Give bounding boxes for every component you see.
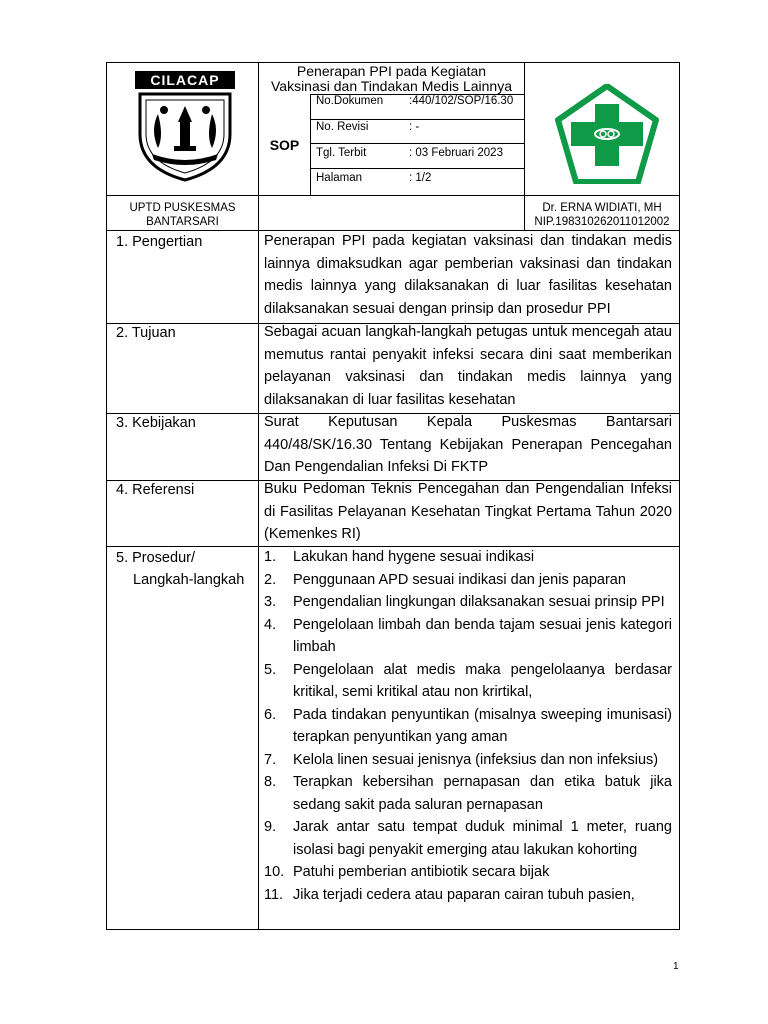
step-number: 9. [264, 819, 277, 835]
section-text-pengertian: Penerapan PPI pada kegiatan vaksinasi dan tindakan medis lainnya dimaksudkan agar pemberian vaksinasi dan tindakan medis lainnya yang dilaksanakan di luar fasilitas kesehatan dilaksanakan sesuai dengan prinsip dan prosedur PPI [264, 233, 672, 317]
section-label-pengertian: 1. Pengertian [116, 234, 203, 250]
procedure-step [264, 749, 672, 772]
step-number: 8. [264, 774, 277, 790]
cilacap-emblem [134, 70, 236, 182]
puskesmas-logo-icon [555, 84, 659, 184]
meta-revision-value: : - [409, 121, 420, 133]
step-number: 4. [264, 616, 277, 633]
section-label-prosedur [116, 547, 244, 591]
prosedur-label-line-2: Langkah-langkah [133, 572, 245, 588]
section-text-tujuan: Sebagai acuan langkah-langkah petugas untuk mencegah atau memutus rantai penyakit infeksi secara dini saat memberikan pelayanan vaksinasi dan tindakan medis lainnya yang dilaksanakan di luar fasilitas kesehatan [264, 324, 672, 408]
organization-line-2: BANTARSARI [146, 216, 219, 228]
step-number: 1. [264, 549, 277, 565]
step-number: 11. [264, 886, 284, 903]
organization-name [107, 201, 258, 229]
section-label-kebijakan: 3. Kebijakan [116, 415, 196, 431]
step-number: 5. [264, 661, 277, 678]
step-text: Lakukan hand hygene sesuai indikasi [293, 549, 535, 565]
step-text: Pada tindakan penyuntikan (misalnya sweeping imunisasi) terapkan penyuntikan yang aman [293, 706, 672, 745]
logo-text: CILACAP [150, 72, 220, 88]
step-text: Pengelolaan alat medis maka pengelolaanya berdasar kritikal, semi kritikal atau non krirtikal, [293, 661, 672, 700]
section-label-referensi: 4. Referensi [116, 482, 195, 498]
procedure-step [264, 591, 672, 614]
signer-name: Dr. ERNA WIDIATI, MH [542, 202, 662, 214]
step-text: Jarak antar satu tempat duduk minimal 1 meter, ruang isolasi bagi penyakit emerging atau lakukan kohorting [293, 819, 672, 858]
step-number: 7. [264, 751, 277, 768]
step-number: 10. [264, 864, 285, 880]
meta-doc-number-value: :440/102/SOP/16.30 [409, 95, 514, 107]
step-number: 3. [264, 594, 277, 610]
step-text: Jika terjadi cedera atau paparan cairan tubuh pasien, [293, 886, 635, 903]
sop-label: SOP [269, 137, 300, 153]
document-title [259, 64, 524, 94]
procedure-step [264, 861, 672, 884]
step-text: Terapkan kebersihan pernapasan dan etika batuk jika sedang sakit pada saluran pernapasan [293, 774, 672, 813]
signer-block [524, 201, 680, 229]
signer-nip: NIP.198310262011012002 [534, 216, 670, 228]
procedure-step [264, 771, 672, 816]
meta-issue-date-value: : 03 Februari 2023 [409, 147, 503, 159]
page-number: 1 [673, 961, 679, 972]
procedure-step [264, 816, 672, 861]
meta-revision-label: No. Revisi [316, 121, 369, 133]
title-line-1: Penerapan PPI pada Kegiatan [296, 63, 487, 79]
organization-line-1: UPTD PUSKESMAS [129, 202, 236, 214]
procedure-step [264, 704, 672, 749]
step-text: Kelola linen sesuai jenisnya (infeksius dan non infeksius) [293, 751, 659, 768]
meta-issue-date-label: Tgl. Terbit [316, 147, 367, 159]
title-line-2: Vaksinasi dan Tindakan Medis Lainnya [270, 78, 512, 94]
procedure-step [264, 569, 672, 592]
procedure-step [264, 884, 672, 907]
step-number: 6. [264, 706, 277, 723]
meta-page-value: : 1/2 [409, 172, 432, 184]
procedure-step [264, 614, 672, 659]
procedure-step [264, 659, 672, 704]
meta-doc-number-label: No.Dokumen [316, 95, 384, 107]
step-number: 2. [264, 571, 277, 588]
section-text-referensi: Buku Pedoman Teknis Pencegahan dan Pengendalian Infeksi di Fasilitas Pelayanan Kesehatan Tingkat Pertama Tahun 2020 (Kemenkes RI) [264, 481, 672, 542]
step-text: Patuhi pemberian antibiotik secara bijak [293, 864, 550, 880]
prosedur-label-line-1: 5. Prosedur/ [116, 550, 195, 566]
step-text: Pengelolaan limbah dan benda tajam sesuai jenis kategori limbah [293, 616, 672, 655]
section-text-kebijakan: Surat Keputusan Kepala Puskesmas Bantarsari 440/48/SK/16.30 Tentang Kebijakan Penerapan Pencegahan Dan Pengendalian Infeksi Di FKTP [264, 414, 672, 475]
section-label-tujuan: 2. Tujuan [116, 325, 176, 341]
procedure-steps-list [264, 546, 672, 906]
procedure-step [264, 546, 672, 569]
step-text: Penggunaan APD sesuai indikasi dan jenis paparan [293, 571, 626, 588]
meta-page-label: Halaman [316, 172, 363, 184]
step-text: Pengendalian lingkungan dilaksanakan sesuai prinsip PPI [293, 594, 665, 610]
